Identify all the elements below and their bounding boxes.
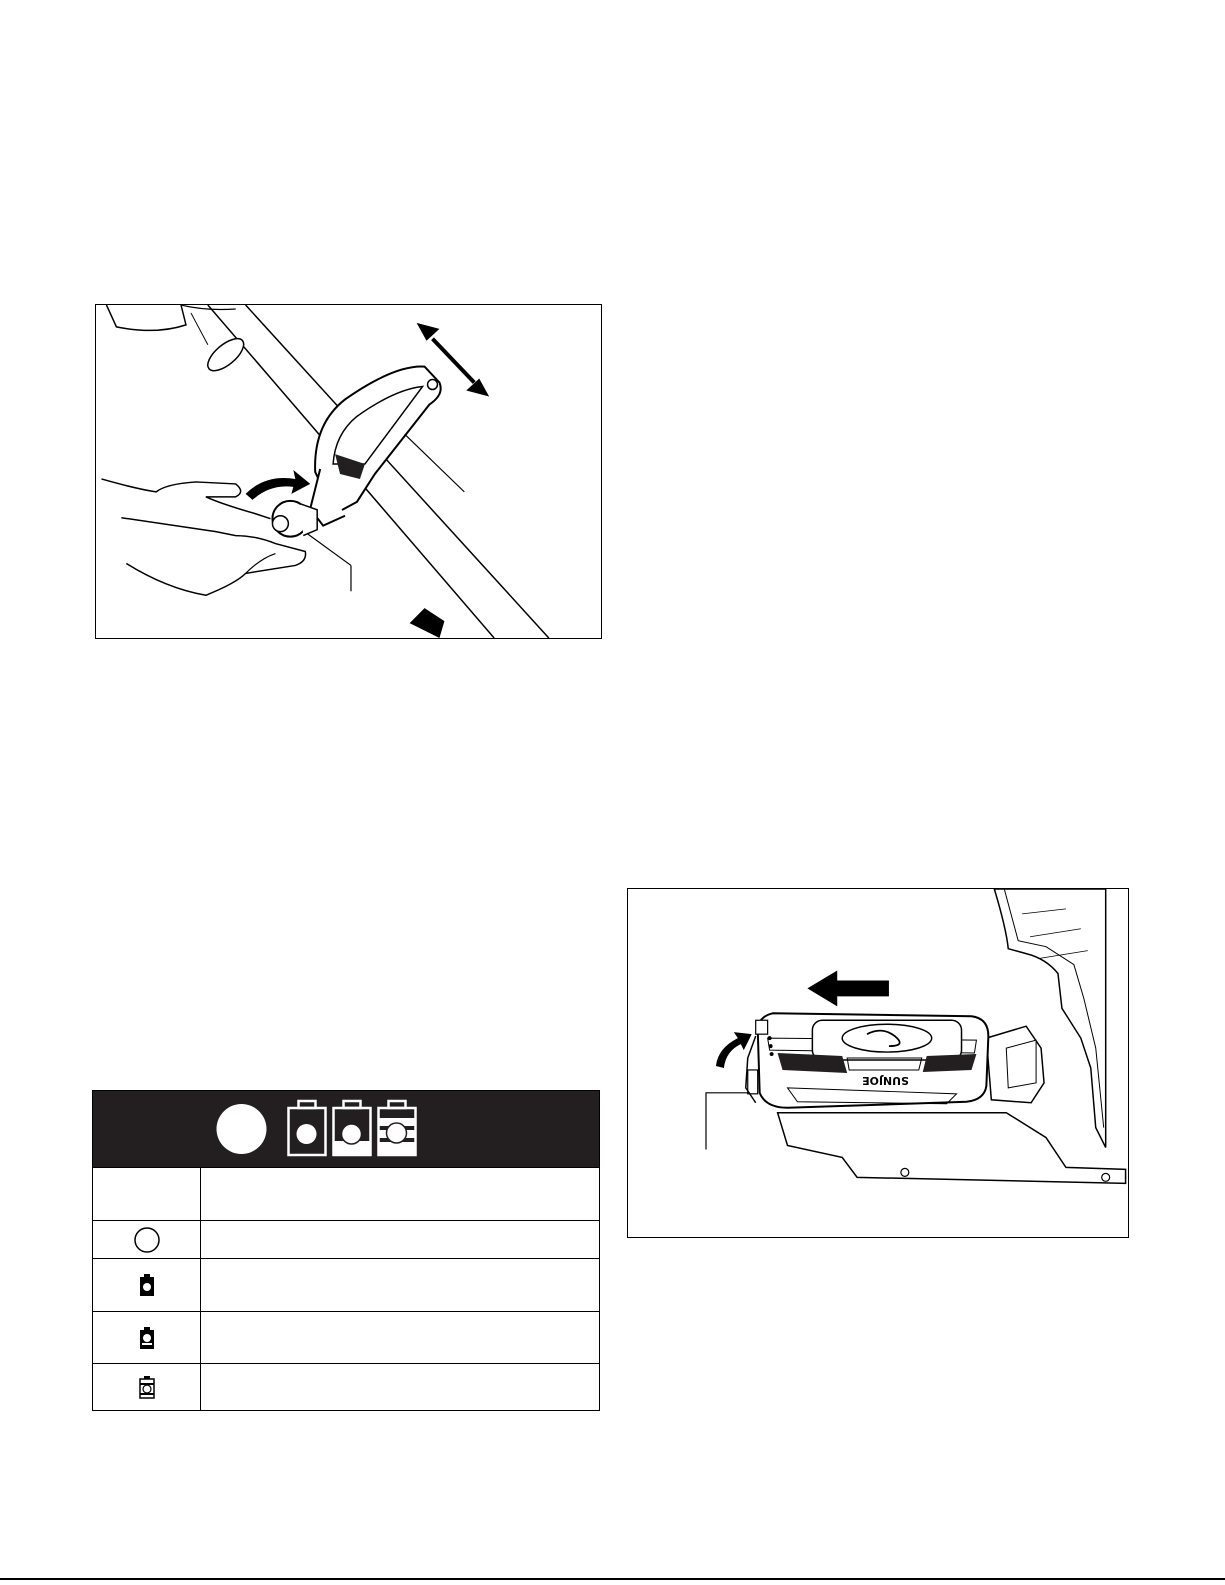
table-row — [93, 1311, 599, 1363]
circle-outline-icon — [93, 1221, 200, 1258]
row-description — [210, 1259, 591, 1311]
brand-label: SUNJOE — [862, 1073, 909, 1087]
table-row — [93, 1363, 599, 1410]
curved-arrow-icon — [246, 470, 311, 500]
table-row — [93, 1258, 599, 1311]
row-description — [210, 1364, 591, 1410]
handle-adjustment-figure — [95, 304, 602, 639]
battery-full-icon — [379, 1101, 416, 1155]
subheader-left — [101, 1168, 196, 1220]
table-header — [93, 1091, 599, 1167]
battery-removal-figure — [627, 888, 1129, 1238]
column-divider — [200, 1167, 201, 1410]
handle-adjustment-illustration — [96, 305, 601, 638]
arrow-left-icon — [807, 971, 889, 1007]
battery-low-icon — [289, 1101, 326, 1155]
battery-medium-icon — [334, 1101, 371, 1155]
battery-full-icon — [93, 1364, 200, 1410]
battery-removal-illustration — [628, 889, 1128, 1237]
circle-icon — [217, 1104, 267, 1154]
battery-status-table — [92, 1090, 600, 1411]
footer-rule — [0, 1578, 1225, 1580]
row-description — [210, 1312, 591, 1363]
subheader-right — [210, 1168, 591, 1220]
header-icons — [93, 1091, 599, 1167]
battery-medium-icon — [93, 1312, 200, 1363]
table-subheader-row — [93, 1167, 599, 1220]
row-description — [210, 1221, 591, 1258]
curved-arrow-icon — [716, 1032, 752, 1068]
table-row — [93, 1220, 599, 1258]
battery-low-icon — [93, 1259, 200, 1311]
